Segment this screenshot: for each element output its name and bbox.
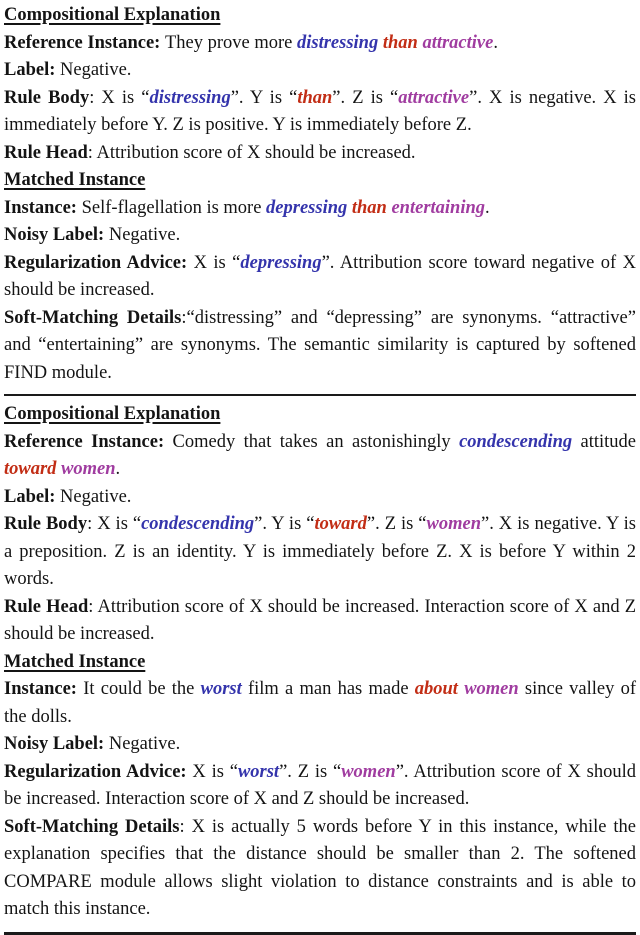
text-segment: attitude [572, 431, 637, 452]
noisy-label [4, 222, 636, 250]
z-highlight: attractive [422, 32, 494, 53]
text-segment: ”. Z is “ [332, 87, 399, 108]
y-highlight: about [414, 679, 458, 699]
matched-instance-heading [4, 649, 636, 677]
text-segment: since valley of the dolls. [4, 679, 636, 727]
text-segment: film a man has made [241, 679, 415, 699]
text-segment: Negative. [60, 486, 132, 507]
text-segment: X is “ [192, 761, 238, 782]
x-highlight: condescending [459, 431, 573, 452]
text-segment: Matched Instance [4, 651, 146, 672]
x-highlight: distressing [297, 32, 379, 53]
bold-label-segment: Regularization Advice: [4, 252, 194, 273]
instance-line [4, 195, 636, 223]
text-segment: : X is “ [87, 514, 142, 534]
y-highlight: than [351, 197, 387, 218]
x-highlight: distressing [149, 87, 231, 108]
matched-instance-heading [4, 167, 636, 195]
explanation-section-example-2 [4, 401, 636, 924]
x-highlight: condescending [141, 514, 255, 534]
y-highlight: than [297, 87, 333, 108]
z-highlight: women [426, 514, 481, 534]
text-segment: Comedy that takes an astonishingly [172, 431, 460, 452]
x-highlight: depressing [266, 197, 348, 218]
text-segment: Compositional Explanation [4, 5, 221, 25]
text-segment: ”. X is negative. Y is a preposition. Z is an identity. Y is immediately before Z. X is before Y within 2 words. [4, 514, 636, 589]
text-segment: : X is actually 5 words before Y in this instance, while the explanation specifies that the distance should be smaller than 2. The softened COMPARE module allows slight violation to distance constraints and is able to match this instance. [4, 816, 636, 919]
bold-label-segment: Rule Head [4, 596, 89, 617]
text-segment: : Attribution score of X should be increased. Interaction score of X and Z should be increased. [4, 596, 636, 644]
bold-label-segment: Soft-Matching Details [4, 816, 180, 837]
section-heading [4, 401, 636, 429]
text-segment: ”. Attribution score toward negative of X should be increased. [4, 252, 636, 300]
bold-label-segment: Soft-Matching Details [4, 307, 182, 328]
reference-instance [4, 30, 636, 58]
regularization-advice [4, 759, 636, 814]
bold-label-segment: Reference Instance: [4, 32, 165, 53]
bold-label-segment: Regularization Advice: [4, 761, 193, 782]
rule-head [4, 594, 636, 649]
instance-line [4, 676, 636, 731]
bottom-rule [4, 932, 636, 935]
text-segment: Negative. [108, 734, 181, 754]
x-highlight: worst [237, 761, 280, 782]
section-divider-rule [4, 394, 636, 396]
text-segment: Negative. [108, 225, 181, 245]
noisy-label [4, 731, 636, 759]
text-segment: Matched Instance [4, 170, 146, 190]
text-segment: They prove more [164, 32, 297, 53]
bold-label-segment: Noisy Label: [4, 734, 109, 754]
text-segment: Self-flagellation is more [81, 197, 267, 218]
explanation-section-example-1 [4, 2, 636, 387]
y-highlight: than [382, 32, 418, 53]
y-highlight: toward [4, 459, 57, 479]
bold-label-segment: Instance: [4, 679, 84, 699]
rule-head [4, 140, 636, 168]
text-segment: . [485, 197, 490, 218]
text-segment: :“distressing” and “depressing” are synonyms. “attractive” and “entertaining” are synonyms. The semantic similarity is captured by softened FIND module. [4, 307, 636, 383]
text-segment: Negative. [60, 60, 132, 80]
rule-body [4, 511, 636, 594]
text-segment: ”. Z is “ [279, 761, 342, 782]
bold-label-segment: Label: [4, 60, 61, 80]
bold-label-segment: Rule Body [4, 87, 90, 108]
x-highlight: worst [200, 679, 242, 699]
text-segment: . [115, 459, 121, 479]
z-highlight: women [464, 679, 519, 699]
label-line [4, 57, 636, 85]
z-highlight: women [61, 459, 116, 479]
soft-matching-details [4, 305, 636, 388]
text-segment: ”. Z is “ [366, 514, 427, 534]
y-highlight: toward [314, 514, 367, 534]
text-segment: ”. X is negative. X is immediately before Y. Z is positive. Y is immediately before Z. [4, 87, 637, 135]
text-segment: It could be the [83, 679, 201, 699]
rule-body [4, 85, 636, 140]
text-segment: X is “ [193, 252, 241, 273]
text-segment: ”. Attribution score of X should be increased. Interaction score of X and Z should be increased. [4, 761, 636, 809]
text-segment: ”. Y is “ [254, 514, 315, 534]
text-segment: Compositional Explanation [4, 404, 221, 424]
x-highlight: depressing [240, 252, 322, 273]
label-line [4, 484, 636, 512]
reference-instance [4, 429, 636, 484]
text-segment: : X is “ [89, 87, 150, 108]
z-highlight: entertaining [391, 197, 486, 218]
text-segment: ”. Y is “ [230, 87, 298, 108]
bold-label-segment: Rule Body [4, 514, 88, 534]
z-highlight: women [341, 761, 396, 782]
text-segment: . [493, 32, 498, 53]
soft-matching-details [4, 814, 636, 924]
regularization-advice [4, 250, 636, 305]
bold-label-segment: Instance: [4, 197, 82, 218]
section-heading [4, 2, 636, 30]
text-segment: : Attribution score of X should be increased. [87, 142, 416, 163]
bold-label-segment: Label: [4, 486, 61, 507]
z-highlight: attractive [398, 87, 470, 108]
bold-label-segment: Reference Instance: [4, 431, 173, 452]
bold-label-segment: Noisy Label: [4, 225, 109, 245]
bold-label-segment: Rule Head [4, 142, 88, 163]
